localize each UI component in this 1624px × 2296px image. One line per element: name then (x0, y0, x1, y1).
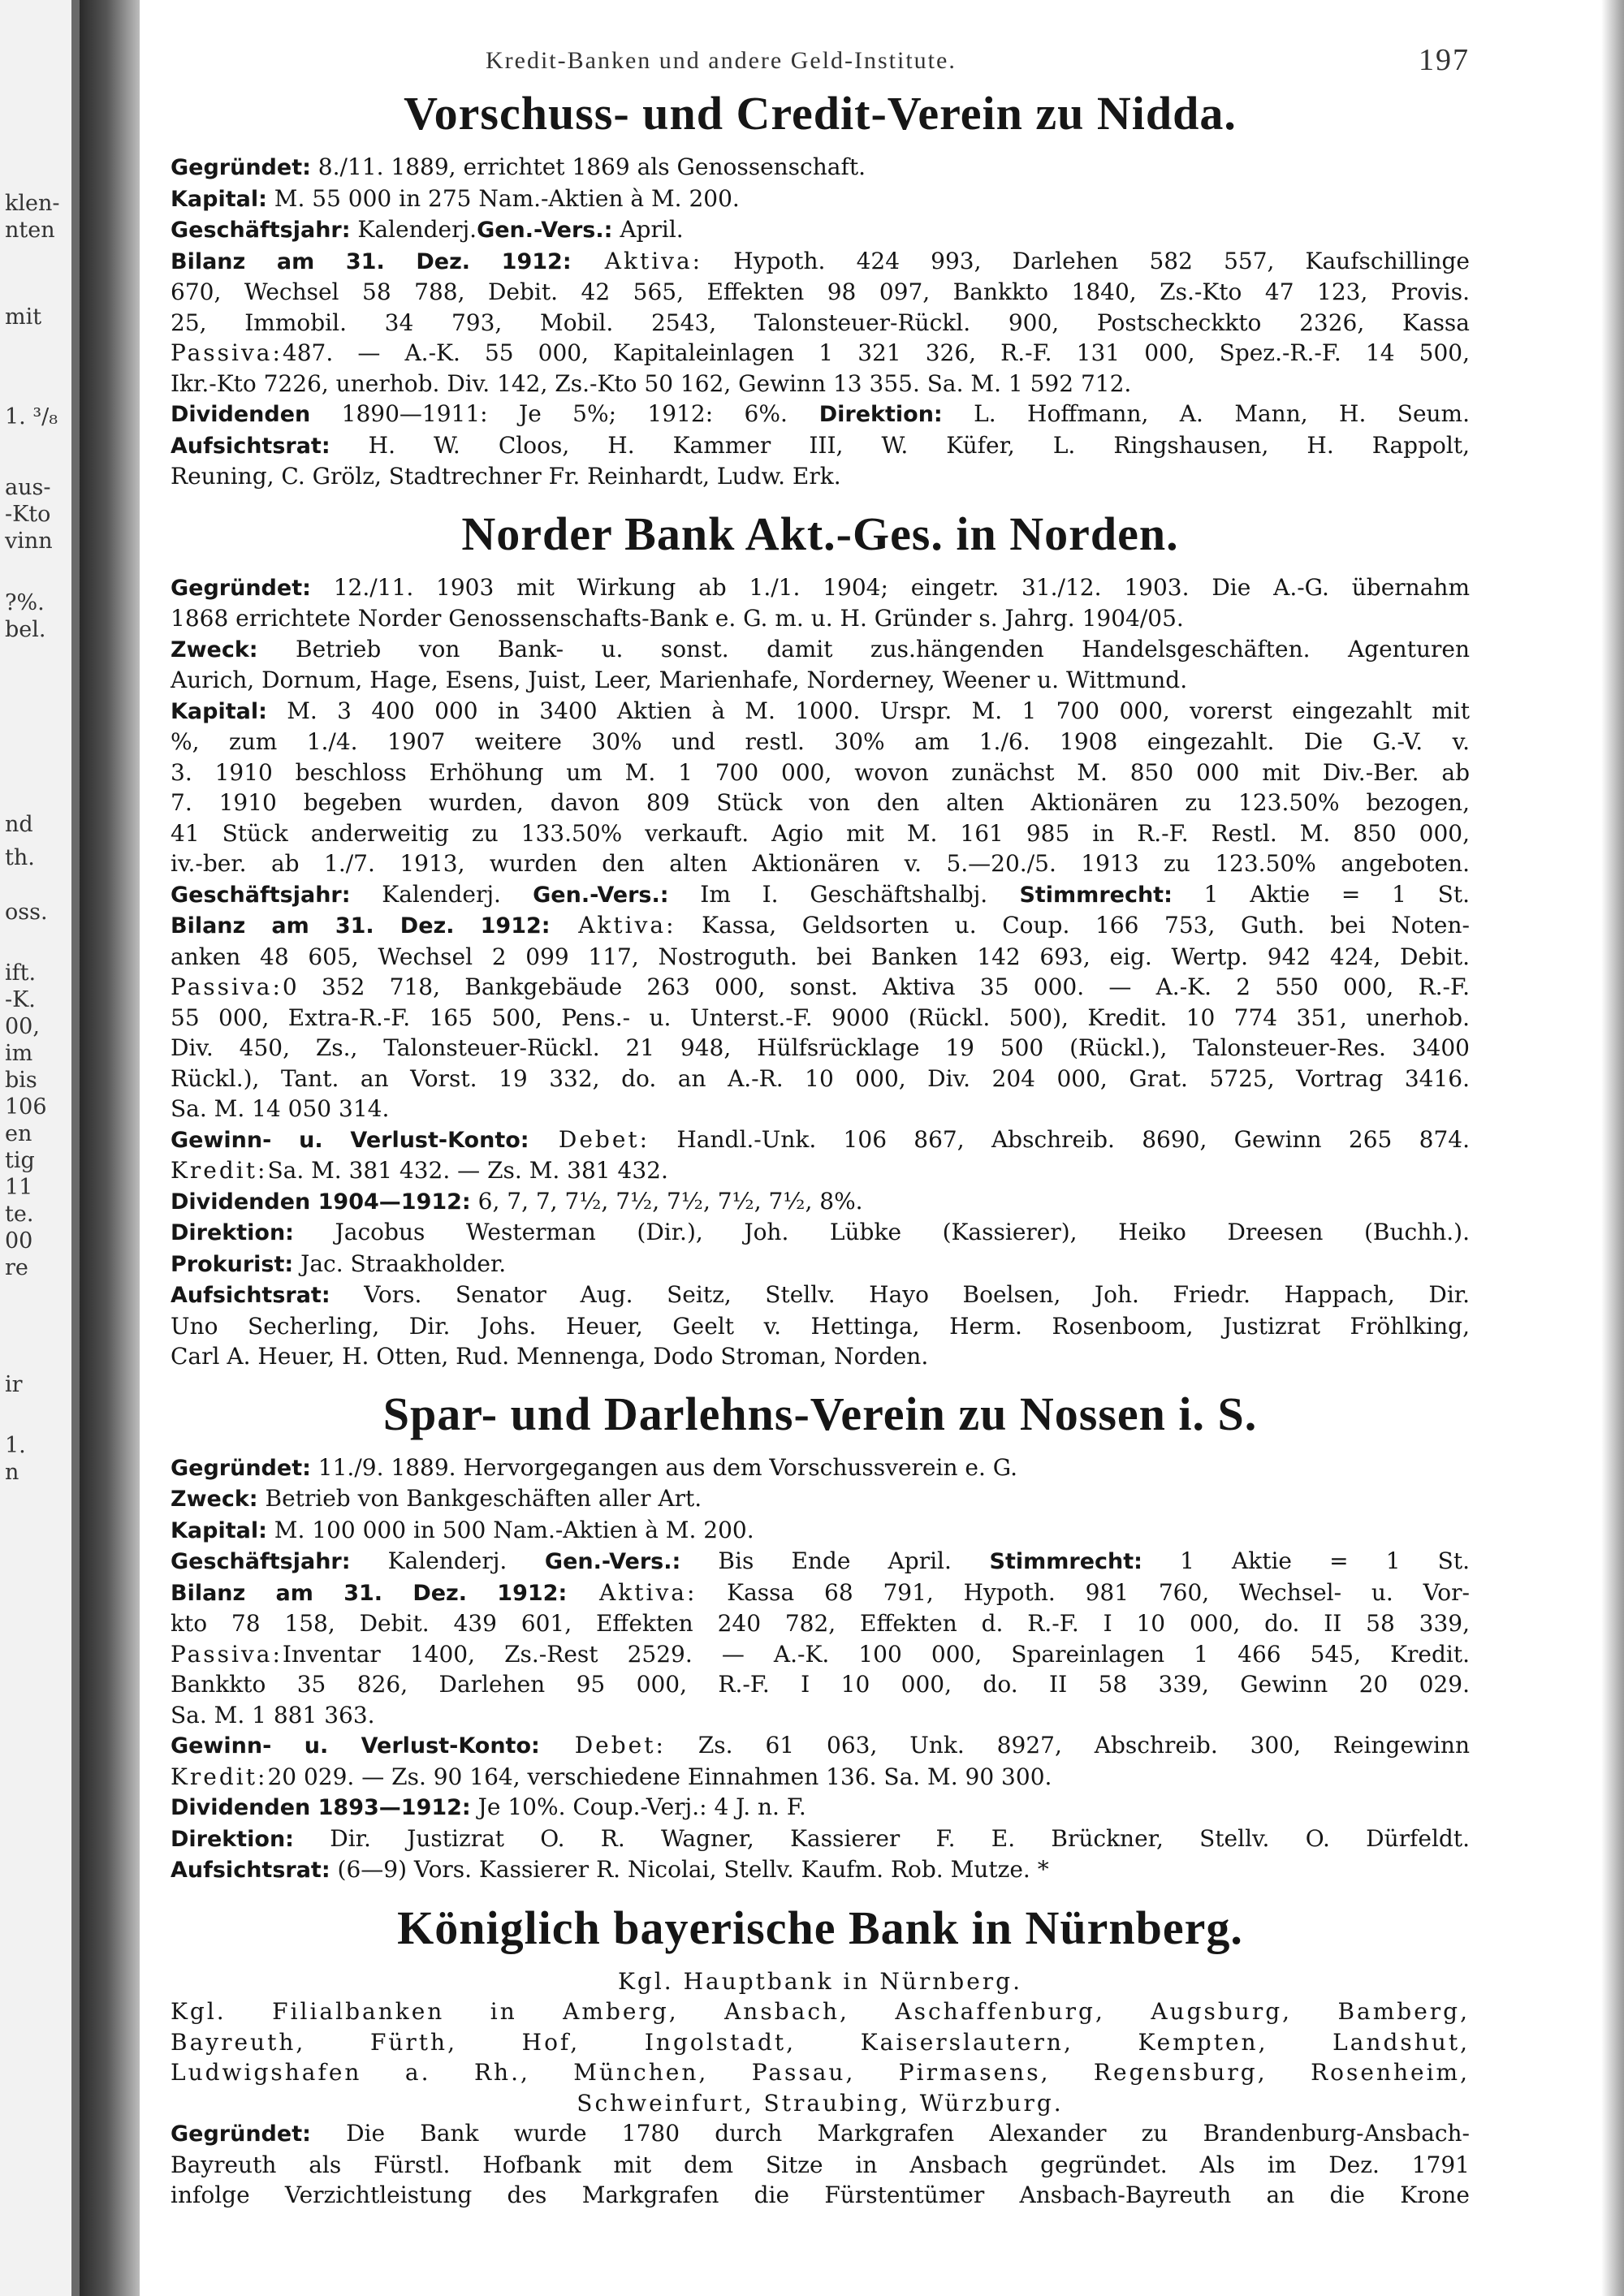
text-line (171, 634, 1470, 666)
text-line (171, 1124, 1470, 1156)
entry (171, 507, 1470, 1372)
field-text: Kgl. Hauptbank in Nürnberg. (618, 1967, 1022, 1995)
entry (171, 86, 1470, 492)
field-text: Zs. M. 381 432. (480, 1157, 668, 1184)
field-label: Gegründet: (171, 1455, 311, 1481)
text-line (171, 1546, 1470, 1577)
field-label: Stimmrecht: (951, 1549, 1142, 1574)
field-label: Bilanz am 31. Dez. 1912: (171, 248, 572, 274)
text-line (171, 369, 1470, 399)
field-text: Jac. Straakholder. (293, 1249, 507, 1277)
entry-title: Königlich bayerische Bank in Nürnberg. (397, 1901, 1243, 1954)
text-line (171, 1700, 1470, 1731)
field-text: A.-K. 2 550 000, R.-F. (1131, 973, 1470, 1000)
text-line (171, 665, 1470, 696)
field-text: Bis Ende April. (680, 1547, 952, 1574)
field-label: Geschäftsjahr: (171, 218, 351, 243)
field-label: Gegründet: (171, 155, 311, 180)
margin-fragment: n (5, 1460, 19, 1485)
field-label: Bilanz am 31. Dez. 1912: (171, 913, 551, 939)
entry (171, 1901, 1470, 2211)
section-keyword: Kredit: (171, 1763, 268, 1790)
field-label: Gen.-Vers.: (507, 1549, 681, 1574)
field-label: Gewinn- u. Verlust-Konto: (171, 1733, 540, 1759)
text-line (171, 727, 1470, 757)
field-text: %, zum 1./4. 1907 weitere 30% und restl. 30% am 1./6. 1908 eingezahlt. Die G.-V. v. (171, 728, 1470, 755)
margin-fragment: 11 (5, 1175, 33, 1200)
entry-title: Spar- und Darlehns-Verein zu Nossen i. S. (382, 1387, 1258, 1440)
field-text: Uno Secherling, Dir. Johs. Heuer, Geelt v. Hettinga, Herm. Rosenboom, Justizrat Fröhlking, (171, 1312, 1470, 1340)
field-text: Vors. Senator Aug. Seitz, Stellv. Hayo Boelsen, Joh. Friedr. Happach, Dir. (330, 1281, 1470, 1308)
field-label: Zweck: (171, 637, 258, 662)
field-label: Zweck: (171, 1487, 258, 1512)
field-label: Geschäftsjahr: (171, 1549, 351, 1574)
field-text: 487. — (282, 339, 381, 366)
text-line (171, 603, 1470, 634)
text-line (171, 399, 1470, 430)
field-text: H. W. Cloos, H. Kammer III, W. Küfer, L. Ringshausen, H. Rappolt, (330, 431, 1470, 459)
text-line (171, 1186, 1470, 1218)
field-text: Betrieb von Bankgeschäften aller Art. (257, 1485, 702, 1512)
entry-title: Norder Bank Akt.-Ges. in Norden. (461, 507, 1179, 560)
field-text: Handl.-Unk. 106 867, Abschreib. 8690, Gewinn 265 874. (650, 1125, 1470, 1153)
text-line (171, 1280, 1470, 1311)
margin-fragment: vinn (5, 529, 53, 554)
text-line (171, 1033, 1470, 1064)
field-label: Prokurist: (171, 1251, 294, 1277)
field-label: Geschäftsjahr: (171, 882, 351, 908)
field-text: M. 100 000 in 500 Nam.-Aktien à M. 200. (266, 1516, 754, 1543)
margin-fragment: -Kto (5, 502, 51, 527)
field-text: Carl A. Heuer, H. Otten, Rud. Mennenga, Dodo Stroman, Norden. (171, 1343, 929, 1370)
margin-fragment: ?%. (5, 590, 45, 615)
section-keyword: Debet: (529, 1125, 650, 1153)
text-line (171, 818, 1470, 849)
field-text: 3. 1910 beschloss Erhöhung um M. 1 700 000, wovon zunächst M. 850 000 mit Div.-Ber. ab (171, 758, 1470, 786)
field-text: 55 000, Extra-R.-F. 165 500, Pens.- u. Unterst.-F. 9000 (Rückl. 500), Kredit. 10 774 351, unerhob. (171, 1003, 1470, 1031)
field-label: Stimmrecht: (987, 882, 1173, 908)
field-text: kto 78 158, Debit. 439 601, Effekten 240 782, Effekten d. R.-F. I 10 000, do. II 58 339, (171, 1610, 1470, 1637)
margin-fragment: aus- (5, 475, 51, 500)
field-text: Kassa, Geldsorten u. Coup. 166 753, Guth. bei Noten- (676, 912, 1470, 939)
text-line (171, 1639, 1470, 1670)
page-number: 197 (1419, 43, 1470, 77)
section-keyword: Aktiva: (550, 912, 676, 939)
margin-fragment: 1. ³/₈ (5, 404, 58, 429)
margin-fragment: klen- (5, 191, 60, 216)
margin-fragment: ir (5, 1372, 23, 1397)
section-keyword: Kredit: (171, 1157, 268, 1184)
field-text: Ludwigshafen a. Rh., München, Passau, Pirmasens, Regensburg, Rosenheim, (171, 2059, 1470, 2086)
field-text: Reuning, C. Grölz, Stadtrechner Fr. Reinhardt, Ludw. Erk. (171, 463, 841, 490)
margin-fragment: tig (5, 1148, 35, 1173)
text-line (171, 2118, 1470, 2150)
text-line (171, 1217, 1470, 1249)
text-line (171, 942, 1470, 973)
field-label: Kapital: (171, 1517, 267, 1543)
entries (171, 86, 1470, 2211)
text-line (171, 2088, 1470, 2119)
field-text: 1 Aktie = 1 St. (1142, 1547, 1471, 1574)
field-text: 20 029. — (267, 1763, 385, 1790)
text-line (171, 1792, 1470, 1823)
field-text: Rückl.), Tant. an Vorst. 19 332, do. an A.-R. 10 000, Div. 204 000, Grat. 5725, Vortrag 3416. (171, 1064, 1470, 1092)
field-text: 1868 errichtete Norder Genossenschafts-Bank e. G. m. u. H. Gründer s. Jahrg. 1904/05. (171, 605, 1184, 632)
text-line (171, 848, 1470, 879)
field-text: Sa. M. 14 050 314. (171, 1095, 390, 1122)
field-text: 41 Stück anderweitig zu 133.50% verkauft. Agio mit M. 161 985 in R.-F. Restl. M. 850 000, (171, 819, 1470, 847)
running-head-title: Kredit-Banken und andere Geld-Institute. (486, 47, 957, 74)
field-label: Bilanz am 31. Dez. 1912: (171, 1580, 568, 1606)
text-line (171, 1608, 1470, 1639)
field-text: L. Hoffmann, A. Mann, H. Seum. (942, 400, 1470, 427)
margin-fragment: -K. (5, 987, 36, 1012)
field-text: Betrieb von Bank- u. sonst. damit zus.hängenden Handelsgeschäften. Agenturen (257, 635, 1470, 662)
text-line (171, 430, 1470, 462)
text-line (171, 308, 1470, 339)
text-line (171, 1823, 1470, 1855)
text-line (171, 2180, 1470, 2211)
text-line (171, 338, 1470, 369)
field-text: anken 48 605, Wechsel 2 099 117, Nostroguth. bei Banken 142 693, eig. Wertp. 942 424, Debit. (171, 943, 1470, 970)
field-text: iv.-ber. ab 1./7. 1913, wurden den alten Aktionären v. 5.—20./5. 1913 zu 123.50% angeboten. (171, 850, 1470, 877)
field-text: April. (612, 216, 684, 243)
field-text: Die Bank wurde 1780 durch Markgrafen Alexander zu Brandenburg-Ansbach- (310, 2120, 1470, 2147)
field-text: 6, 7, 7, 7½, 7½, 7½, 7½, 7½, 8%. (470, 1187, 863, 1215)
field-text: Ikr.-Kto 7226, unerhob. Div. 142, Zs.-Kto 50 162, Gewinn 13 355. Sa. M. 1 592 712. (171, 369, 1132, 397)
field-label: Kapital: (171, 698, 267, 724)
field-text: A.-K. 55 000, Kapitaleinlagen 1 321 326, R.-F. 131 000, Spez.-R.-F. 14 500, (380, 339, 1470, 366)
field-label: Gen.-Vers.: (500, 882, 669, 908)
text-line (171, 1515, 1470, 1547)
field-text: Sa. M. 381 432. — (267, 1157, 481, 1184)
text-line (171, 1003, 1470, 1034)
field-text: Schweinfurt, Straubing, Würzburg. (577, 2089, 1064, 2117)
field-text: (6—9) Vors. Kassierer R. Nicolai, Stellv. Kaufm. Rob. Mutze. * (330, 1856, 1049, 1883)
text-line (171, 1669, 1470, 1700)
margin-fragment: 106 (5, 1094, 47, 1120)
field-label: Direktion: (787, 402, 943, 427)
field-text: Bayreuth als Fürstl. Hofbank mit dem Sitze in Ansbach gegründet. Als im Dez. 1791 (171, 2151, 1470, 2178)
field-label: Gegründet: (171, 575, 311, 601)
field-text: Kalenderj. (350, 1547, 508, 1574)
text-line (171, 2150, 1470, 2181)
field-text: 1 Aktie = 1 St. (1172, 880, 1470, 908)
document-page (171, 42, 1470, 2225)
text-line (171, 696, 1470, 727)
field-text: Kalenderj. (350, 880, 501, 908)
text-line (171, 910, 1470, 942)
field-text: 0 352 718, Bankgebäude 263 000, sonst. Aktiva 35 000. — (282, 973, 1132, 1000)
field-label: Gewinn- u. Verlust-Konto: (171, 1127, 529, 1153)
field-text: Inventar 1400, Zs.-Rest 2529. — (282, 1640, 745, 1668)
field-label: Aufsichtsrat: (171, 1283, 330, 1308)
field-label: Direktion: (171, 1826, 294, 1852)
field-text: Sa. M. 1 881 363. (171, 1701, 375, 1728)
margin-fragment: ift. (5, 960, 37, 986)
running-head (171, 42, 1470, 83)
margin-fragment: bis (5, 1068, 37, 1093)
margin-fragment: mit (5, 304, 42, 330)
text-line (171, 1249, 1470, 1280)
field-text: M. 55 000 in 275 Nam.-Aktien à M. 200. (266, 184, 740, 212)
field-label: Gegründet: (171, 2121, 311, 2147)
text-line (171, 183, 1470, 215)
text-line (171, 214, 1470, 246)
text-line (171, 1854, 1470, 1886)
text-line (171, 788, 1470, 818)
text-line (171, 152, 1470, 183)
margin-fragment: te. (5, 1202, 34, 1227)
field-text: Kalenderj. (350, 216, 477, 243)
field-text: 8./11. 1889, errichtet 1869 als Genossenschaft. (310, 153, 866, 180)
field-label: Dividenden (171, 402, 311, 427)
text-line (171, 277, 1470, 308)
margin-fragment: im (5, 1041, 33, 1066)
margin-fragment: 1. (5, 1433, 26, 1458)
text-line (171, 1577, 1470, 1609)
field-text: Bankkto 35 826, Darlehen 95 000, R.-F. I 10 000, do. II 58 339, Gewinn 20 029. (171, 1671, 1470, 1698)
entry (171, 1387, 1470, 1886)
page-edge-shadow (1601, 0, 1624, 2296)
text-line (171, 1341, 1470, 1372)
previous-page-strip (0, 0, 80, 2296)
text-line (171, 1730, 1470, 1762)
field-text: 1890—1911: Je 5%; 1912: 6%. (310, 400, 788, 427)
field-label: Gen.-Vers.: (477, 218, 613, 243)
text-line (171, 757, 1470, 788)
text-line (171, 972, 1470, 1003)
text-line (171, 2057, 1470, 2088)
margin-fragment: nd (5, 812, 33, 837)
text-line (171, 1094, 1470, 1124)
text-line (171, 246, 1470, 278)
previous-page-edge (71, 0, 80, 2296)
field-text: 11./9. 1889. Hervorgegangen aus dem Vorschussverein e. G. (310, 1453, 1018, 1481)
field-text: Jacobus Westerman (Dir.), Joh. Lübke (Kassierer), Heiko Dreesen (Buchh.). (293, 1219, 1470, 1245)
text-line (171, 572, 1470, 604)
text-line (171, 1996, 1470, 2027)
field-text: 12./11. 1903 mit Wirkung ab 1./1. 1904; eingetr. 31./12. 1903. Die A.-G. übernahm (310, 573, 1470, 601)
field-text: 7. 1910 begeben wurden, davon 809 Stück von den alten Aktionären zu 123.50% bezogen, (171, 789, 1470, 816)
field-text: infolge Verzichtleistung des Markgrafen die Fürstentümer Ansbach-Bayreuth an die Krone (171, 2182, 1470, 2208)
field-text: Zs. 61 063, Unk. 8927, Abschreib. 300, Reingewinn (665, 1732, 1471, 1759)
margin-fragment: nten (5, 218, 55, 243)
field-text: Div. 450, Zs., Talonsteuer-Rückl. 21 948, Hülfsrücklage 19 500 (Rückl.), Talonsteuer-Res. 3400 (171, 1034, 1470, 1061)
margin-fragment: 00 (5, 1228, 33, 1254)
text-line (171, 1311, 1470, 1342)
section-keyword: Passiva: (171, 1640, 283, 1668)
text-line (171, 879, 1470, 911)
book-gutter (80, 0, 140, 2296)
field-text: A.-K. 100 000, Spareinlagen 1 466 545, Kredit. (744, 1640, 1470, 1668)
section-keyword: Aktiva: (567, 1578, 698, 1606)
margin-fragment: re (5, 1255, 28, 1280)
field-text: 670, Wechsel 58 788, Debit. 42 565, Effekten 98 097, Bankkto 1840, Zs.-Kto 47 123, Provis. (171, 278, 1470, 305)
field-text: Bayreuth, Fürth, Hof, Ingolstadt, Kaiserslautern, Kempten, Landshut, (171, 2028, 1470, 2056)
section-keyword: Aktiva: (571, 247, 703, 274)
margin-fragment: en (5, 1121, 32, 1146)
text-line (171, 461, 1470, 492)
field-text: Im I. Geschäftshalbj. (668, 880, 988, 908)
margin-fragment: 00, (5, 1014, 40, 1039)
field-text: Dir. Justizrat O. R. Wagner, Kassierer F. E. Brückner, Stellv. O. Dürfeldt. (293, 1824, 1470, 1852)
section-keyword: Debet: (539, 1732, 666, 1759)
text-line (171, 1064, 1470, 1094)
field-text: M. 3 400 000 in 3400 Aktien à M. 1000. Urspr. M. 1 700 000, vorerst eingezahlt mit (266, 697, 1470, 724)
field-label: Dividenden 1893—1912: (171, 1795, 471, 1820)
entry-title: Vorschuss- und Credit-Verein zu Nidda. (404, 87, 1237, 140)
section-keyword: Passiva: (171, 339, 283, 366)
margin-fragment: oss. (5, 900, 48, 925)
field-text: Hypoth. 424 993, Darlehen 582 557, Kaufschillinge (702, 247, 1470, 274)
text-line (171, 2027, 1470, 2058)
field-label: Dividenden 1904—1912: (171, 1189, 471, 1215)
text-line (171, 1762, 1470, 1793)
field-text: Kassa 68 791, Hypoth. 981 760, Wechsel- u. Vor- (697, 1578, 1470, 1606)
field-label: Aufsichtsrat: (171, 433, 330, 459)
text-line (171, 1966, 1470, 1997)
margin-fragment: bel. (5, 617, 46, 642)
field-label: Aufsichtsrat: (171, 1858, 330, 1883)
margin-fragment: th. (5, 845, 35, 870)
text-line (171, 1483, 1470, 1515)
field-text: Kgl. Filialbanken in Amberg, Ansbach, Aschaffenburg, Augsburg, Bamberg, (171, 1998, 1470, 2025)
field-label: Kapital: (171, 186, 267, 212)
text-line (171, 1452, 1470, 1484)
field-label: Direktion: (171, 1220, 294, 1245)
field-text: Je 10%. Coup.-Verj.: 4 J. n. F. (470, 1793, 806, 1820)
section-keyword: Passiva: (171, 973, 283, 1000)
field-text: Zs. 90 164, verschiedene Einnahmen 136. Sa. M. 90 300. (384, 1763, 1052, 1790)
text-line (171, 1155, 1470, 1186)
field-text: 25, Immobil. 34 793, Mobil. 2543, Talonsteuer-Rückl. 900, Postscheckkto 2326, Kassa (171, 309, 1470, 336)
field-text: Aurich, Dornum, Hage, Esens, Juist, Leer, Marienhafe, Norderney, Weener u. Wittmund. (171, 667, 1188, 693)
